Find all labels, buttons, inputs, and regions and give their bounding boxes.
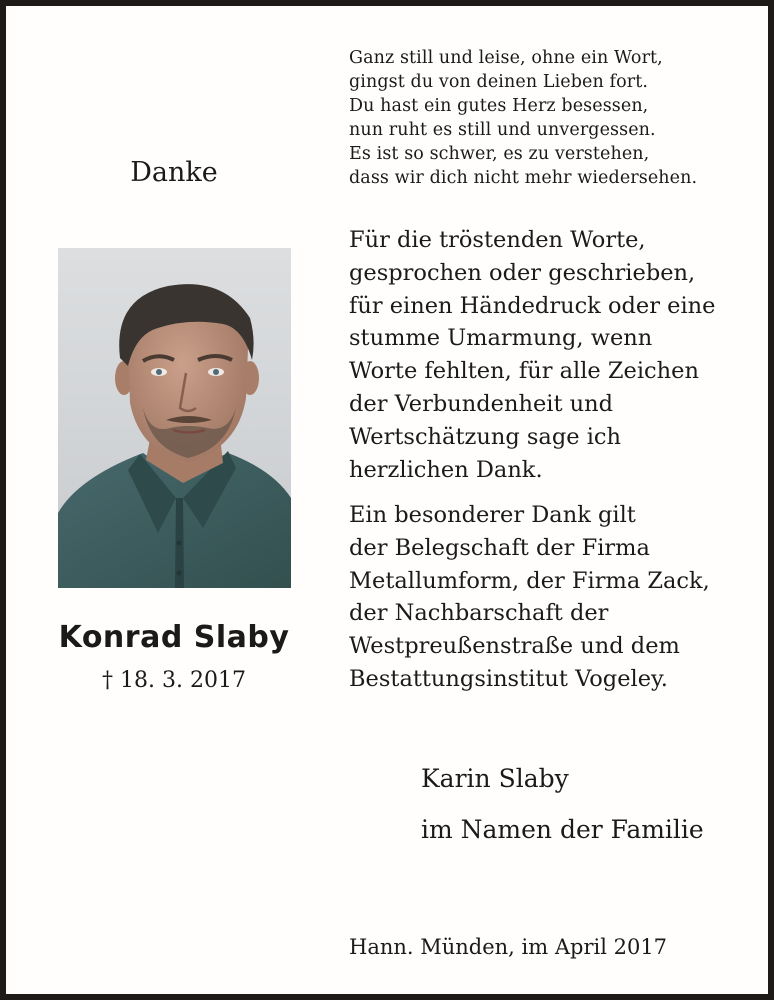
poem (349, 46, 769, 190)
poem-line: nun ruht es still und unvergessen. (349, 120, 656, 140)
poem-line: Es ist so schwer, es zu verstehen, (349, 144, 650, 164)
text-line: Wertschätzung sage ich (349, 423, 622, 450)
text-line: gesprochen oder geschrieben, (349, 259, 696, 286)
text-line: für einen Händedruck oder eine (349, 292, 716, 319)
poem-line: Ganz still und leise, ohne ein Wort, (349, 48, 663, 68)
text-line: Worte fehlten, für alle Zeichen (349, 358, 699, 385)
text-line: stumme Umarmung, wenn (349, 325, 653, 352)
signature-name: Karin Slaby (421, 764, 569, 793)
text-line: herzlichen Dank. (349, 456, 543, 483)
text-line: der Belegschaft der Firma (349, 534, 650, 561)
portrait-illustration (58, 248, 291, 588)
special-thanks-paragraph (349, 499, 769, 696)
text-line: Metallumform, der Firma Zack, (349, 567, 710, 594)
thanks-paragraph (349, 224, 769, 486)
portrait-photo (58, 248, 291, 588)
text-line: Für die tröstenden Worte, (349, 227, 646, 253)
text-line: Bestattungsinstitut Vogeley. (349, 665, 668, 692)
deceased-name: Konrad Slaby (58, 620, 290, 655)
danke-heading: Danke (130, 157, 218, 188)
place-date: Hann. Münden, im April 2017 (349, 935, 668, 959)
poem-line: dass wir dich nicht mehr wiedersehen. (349, 168, 698, 188)
poem-line: gingst du von deinen Lieben fort. (349, 72, 648, 92)
text-line: Westpreußenstraße und dem (349, 633, 680, 660)
text-line: der Nachbarschaft der (349, 600, 609, 627)
poem-line: Du hast ein gutes Herz besessen, (349, 96, 649, 116)
death-date: † 18. 3. 2017 (102, 668, 246, 693)
text-line: Ein besonderer Dank gilt (349, 502, 636, 528)
signature-role: im Namen der Familie (421, 815, 704, 844)
text-line: der Verbundenheit und (349, 390, 614, 417)
